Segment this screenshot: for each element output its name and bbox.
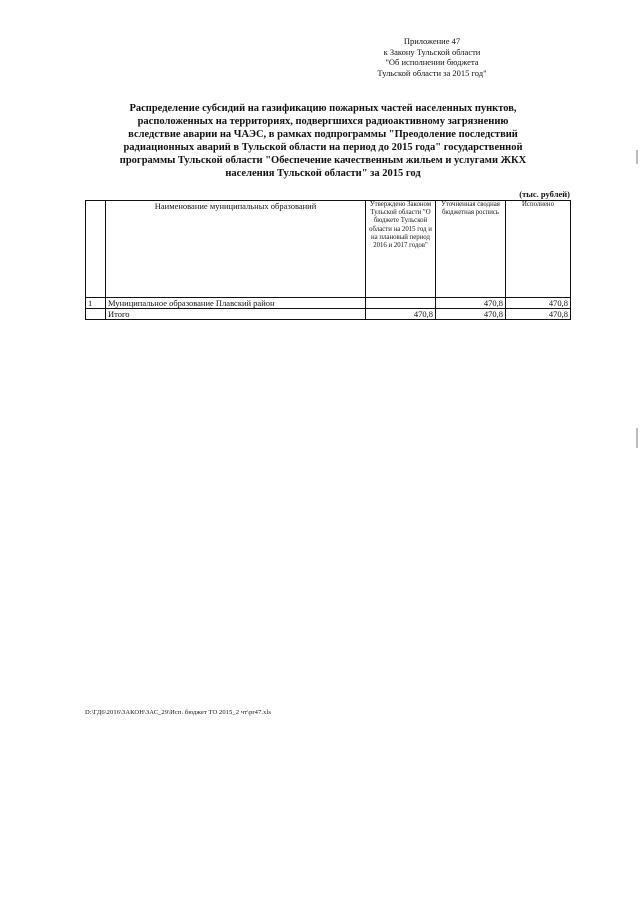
document-title <box>78 102 568 180</box>
cell-refined: 470,8 <box>436 298 506 309</box>
cell-name: Итого <box>106 309 366 320</box>
title-line: Распределение субсидий на газификацию пожарных частей населенных пунктов, <box>129 103 517 114</box>
table-row-total <box>86 309 571 320</box>
scan-edge-mark <box>636 150 638 164</box>
units-label: (тыс. рублей) <box>519 189 570 199</box>
title-line: вследствие аварии на ЧАЭС, в рамках подпрограммы "Преодоление последствий <box>128 129 518 140</box>
appendix-line: Тульской области за 2015 год" <box>377 67 487 78</box>
header-approved: Утверждено Законом Тульской области "О бюджете Тульской области на 2015 год и на плановый период 2016 и 2017 годов" <box>366 201 436 298</box>
header-refined: Уточненная сводная бюджетная роспись <box>436 201 506 298</box>
appendix-header <box>332 36 532 78</box>
cell-executed: 470,8 <box>506 298 571 309</box>
cell-approved: 470,8 <box>366 309 436 320</box>
title-line: расположенных на территориях, подвергшихся радиоактивному загрязнению <box>137 116 509 127</box>
table-row <box>86 298 571 309</box>
cell-num <box>86 309 106 320</box>
title-line: населения Тульской области" за 2015 год <box>225 168 421 179</box>
appendix-line: к Закону Тульской области <box>383 46 481 57</box>
cell-refined: 470,8 <box>436 309 506 320</box>
title-line: программы Тульской области "Обеспечение качественным жильем и услугами ЖКХ <box>119 155 527 166</box>
appendix-line: "Об исполнении бюджета <box>385 57 479 67</box>
cell-approved <box>366 298 436 309</box>
appendix-line: Приложение 47 <box>403 36 461 46</box>
cell-executed: 470,8 <box>506 309 571 320</box>
header-num <box>86 201 106 298</box>
footer-file-path: D:\ГД6\2016\ЗАКОН\ЗАС_29\Исп. бюджет ТО 2015_2 чт\pr47.xls <box>85 709 271 716</box>
cell-num: 1 <box>86 298 106 309</box>
cell-name: Муниципальное образование Плавский район <box>106 298 366 309</box>
subsidy-table <box>85 200 571 320</box>
title-line: радиационных аварий в Тульской области на период до 2015 года" государственной <box>123 142 523 153</box>
table-header-row <box>86 201 571 298</box>
header-name: Наименование муниципальных образований <box>106 201 366 298</box>
scan-edge-mark <box>636 428 638 448</box>
header-executed: Исполнено <box>506 201 571 298</box>
